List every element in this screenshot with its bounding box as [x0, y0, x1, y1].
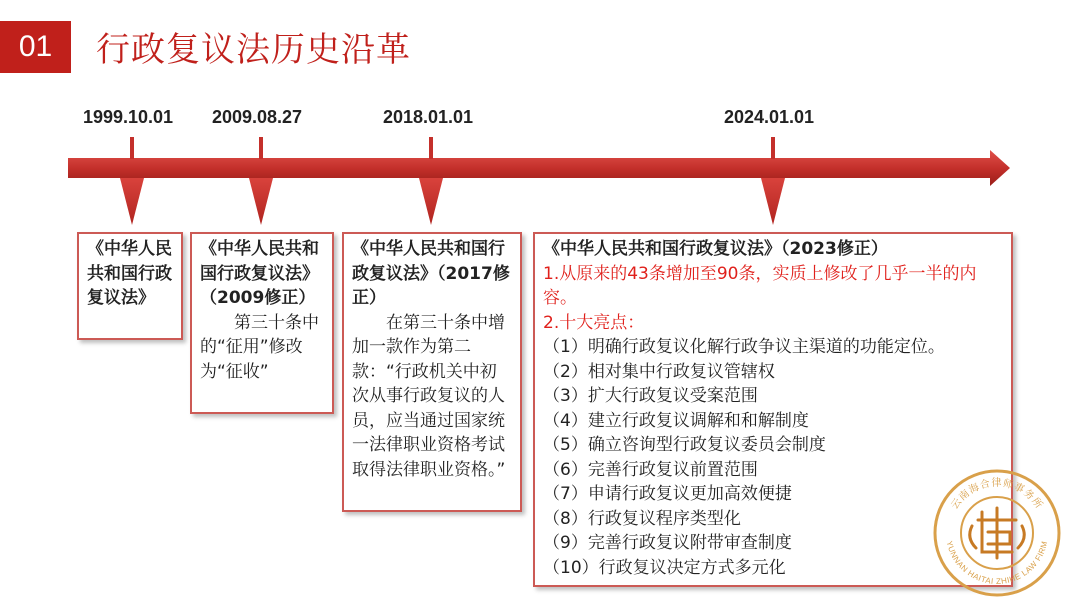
timeline-date: 2024.01.01 — [723, 107, 815, 127]
slide-title: 行政复议法历史沿革 — [96, 30, 411, 70]
law-title: 《中华人民共和国行政复议法》（2023修正） — [543, 239, 888, 259]
timeline-tick — [429, 137, 433, 159]
timeline-tick — [259, 137, 263, 159]
timeline-tick — [771, 137, 775, 159]
law-card-2009 — [190, 232, 334, 414]
highlight-item: （5）确立咨询型行政复议委员会制度 — [543, 435, 826, 455]
svg-text:YUNNAN HAITAI ZHIHE LAW FIRM: YUNNAN HAITAI ZHIHE LAW FIRM — [944, 539, 1050, 587]
timeline-tick — [130, 137, 134, 159]
timeline-arrow — [68, 150, 1010, 186]
timeline-pointer — [761, 178, 785, 225]
amendment-text: 第三十条中的“征用”修改为“征收” — [200, 312, 319, 382]
highlight-item: （3）扩大行政复议受案范围 — [543, 386, 758, 406]
law-card-1999 — [77, 232, 183, 340]
law-title: 《中华人民共和国行政复议法》（2009修正） — [200, 239, 319, 308]
amendment-text: 在第三十条中增加一款作为第二款：“行政机关中初次从事行政复议的人员，应当通过国家统一法律职业资格考试取得法律职业资格。” — [352, 312, 506, 480]
highlight-item: （1）明确行政复议化解行政争议主渠道的功能定位。 — [543, 337, 945, 357]
highlight-item: （8）行政复议程序类型化 — [543, 508, 741, 529]
highlight-item: （2）相对集中行政复议管辖权 — [543, 361, 775, 382]
law-title: 《中华人民共和国行政复议法》（2017修正） — [352, 239, 510, 308]
timeline-pointer — [419, 178, 443, 225]
highlight-item: （6）完善行政复议前置范围 — [543, 459, 758, 480]
timeline-pointer — [120, 178, 144, 225]
amendment-point-2: 2.十大亮点： — [543, 312, 645, 333]
law-card-2017 — [342, 232, 522, 512]
slide-number: 01 — [0, 21, 71, 73]
amendment-point-1: 1.从原来的43条增加至90条，实质上修改了几乎一半的内容。 — [543, 263, 977, 308]
svg-text:云南海合律师事务所: 云南海合律师事务所 — [949, 478, 1045, 512]
highlight-item: （4）建立行政复议调解和和解制度 — [543, 410, 809, 431]
highlight-item: （7）申请行政复议更加高效便捷 — [543, 484, 792, 504]
highlight-item: （10）行政复议决定方式多元化 — [543, 557, 786, 578]
law-firm-seal-logo — [932, 468, 1062, 598]
timeline-pointer — [249, 178, 273, 225]
timeline-date: 2009.08.27 — [211, 107, 303, 127]
timeline-date: 1999.10.01 — [82, 107, 174, 127]
law-title: 《中华人民共和国行政复议法》 — [87, 239, 172, 308]
timeline-date: 2018.01.01 — [382, 107, 474, 127]
highlight-item: （9）完善行政复议附带审查制度 — [543, 533, 792, 553]
